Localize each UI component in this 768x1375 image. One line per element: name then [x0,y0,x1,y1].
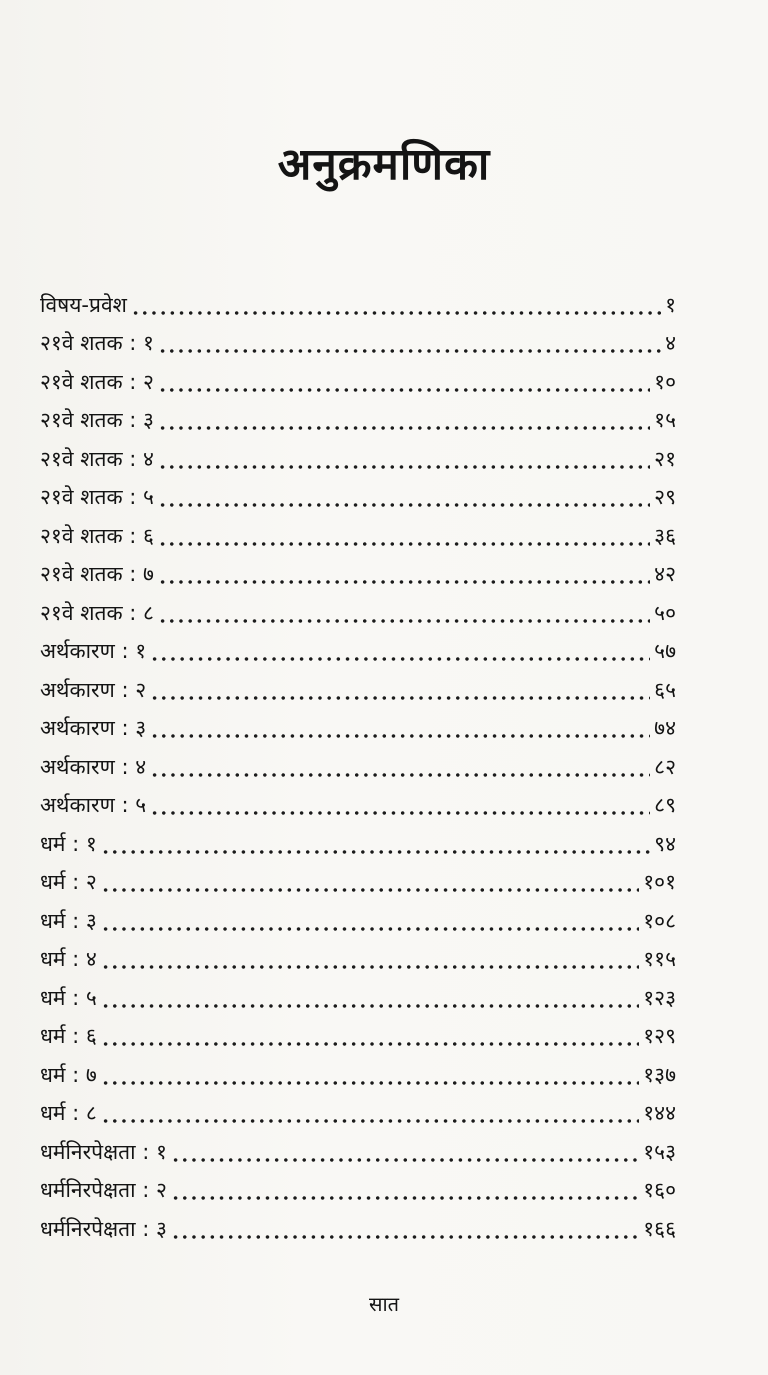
toc-entry [40,748,676,787]
table-of-contents [40,286,676,1249]
toc-entry [40,671,676,710]
dot-leader [150,680,650,701]
dot-leader [158,333,661,354]
dot-leader [150,718,650,739]
toc-entry-label: २१वे शतक : ४ [40,446,154,471]
toc-entry-page: ३६ [654,523,676,548]
dot-leader [158,603,650,624]
toc-entry-page: १३७ [643,1062,676,1087]
toc-entry-label: अर्थकारण : ४ [40,754,147,779]
toc-entry-label: धर्म : २ [40,870,97,895]
toc-entry-label: २१वे शतक : ७ [40,562,154,587]
toc-entry-label: धर्मनिरपेक्षता : १ [40,1139,167,1164]
toc-entry-page: १६० [643,1178,676,1203]
toc-entry-page: ८९ [654,793,676,818]
toc-entry-label: धर्म : ६ [40,1024,97,1049]
toc-entry-page: ५० [654,600,676,625]
toc-entry-page: १० [654,369,676,394]
toc-entry-label: धर्म : ५ [40,985,97,1010]
dot-leader [158,564,650,585]
toc-entry [40,1133,676,1172]
toc-entry [40,979,676,1018]
toc-entry [40,1095,676,1134]
dot-leader [150,795,650,816]
toc-entry-label: २१वे शतक : ५ [40,485,154,510]
page-title: अनुक्रमणिका [277,139,491,190]
toc-entry [40,286,676,325]
toc-entry-page: ११५ [643,947,676,972]
toc-entry-page: ९४ [654,831,676,856]
toc-entry-label: अर्थकारण : ५ [40,793,147,818]
toc-entry-page: ७४ [654,716,676,741]
toc-entry [40,710,676,749]
toc-entry-page: १२३ [643,985,676,1010]
toc-entry-label: धर्म : ७ [40,1062,97,1087]
toc-entry [40,1018,676,1057]
toc-entry-label: २१वे शतक : ८ [40,600,154,625]
dot-leader [101,872,639,893]
toc-entry [40,594,676,633]
toc-entry-page: ४२ [654,562,676,587]
toc-entry-page: १५ [654,408,676,433]
dot-leader [131,295,661,316]
toc-entry [40,1210,676,1249]
dot-leader [101,1065,639,1086]
toc-entry-page: १ [665,292,676,317]
dot-leader [101,988,639,1009]
toc-entry [40,825,676,864]
toc-entry [40,864,676,903]
toc-entry-label: २१वे शतक : १ [40,331,154,356]
dot-leader [171,1142,639,1163]
toc-entry-page: २१ [654,446,676,471]
dot-leader [171,1180,639,1201]
toc-entry [40,1056,676,1095]
toc-entry-page: १६६ [643,1216,676,1241]
toc-entry [40,941,676,980]
toc-entry-label: धर्मनिरपेक्षता : २ [40,1178,167,1203]
toc-entry-page: ६५ [654,677,676,702]
toc-entry-page: ५७ [654,639,676,664]
dot-leader [158,487,650,508]
toc-entry [40,325,676,364]
dot-leader [101,949,639,970]
toc-entry-label: धर्म : ३ [40,908,97,933]
dot-leader [101,911,639,932]
toc-entry [40,440,676,479]
dot-leader [171,1219,639,1240]
toc-entry-label: अर्थकारण : ३ [40,716,147,741]
toc-entry-label: धर्म : ४ [40,947,97,972]
toc-entry [40,902,676,941]
toc-entry [40,556,676,595]
toc-entry-label: २१वे शतक : २ [40,369,154,394]
toc-entry-page: १०१ [643,870,676,895]
toc-entry [40,479,676,518]
toc-entry [40,402,676,441]
toc-entry-label: विषय-प्रवेश [40,292,127,317]
dot-leader [158,526,650,547]
toc-entry-page: १२९ [643,1024,676,1049]
toc-entry-label: धर्मनिरपेक्षता : ३ [40,1216,167,1241]
toc-entry [40,633,676,672]
dot-leader [150,641,650,662]
toc-entry-page: ४ [665,331,676,356]
dot-leader [101,1103,639,1124]
toc-entry [40,787,676,826]
toc-entry-label: अर्थकारण : १ [40,639,147,664]
toc-entry-page: ८२ [654,754,676,779]
dot-leader [101,1026,639,1047]
toc-entry-page: १४४ [643,1101,676,1126]
dot-leader [158,410,650,431]
toc-entry-label: अर्थकारण : २ [40,677,147,702]
toc-entry-label: धर्म : १ [40,831,97,856]
dot-leader [101,834,650,855]
toc-entry [40,363,676,402]
dot-leader [158,372,650,393]
toc-entry-label: धर्म : ८ [40,1101,97,1126]
toc-entry-label: २१वे शतक : ६ [40,523,154,548]
dot-leader [150,757,650,778]
toc-entry [40,1172,676,1211]
toc-entry [40,517,676,556]
dot-leader [158,449,650,470]
toc-entry-page: २९ [654,485,676,510]
toc-entry-label: २१वे शतक : ३ [40,408,154,433]
toc-entry-page: १५३ [643,1139,676,1164]
page-footer: सात [368,1292,400,1316]
toc-entry-page: १०८ [643,908,676,933]
